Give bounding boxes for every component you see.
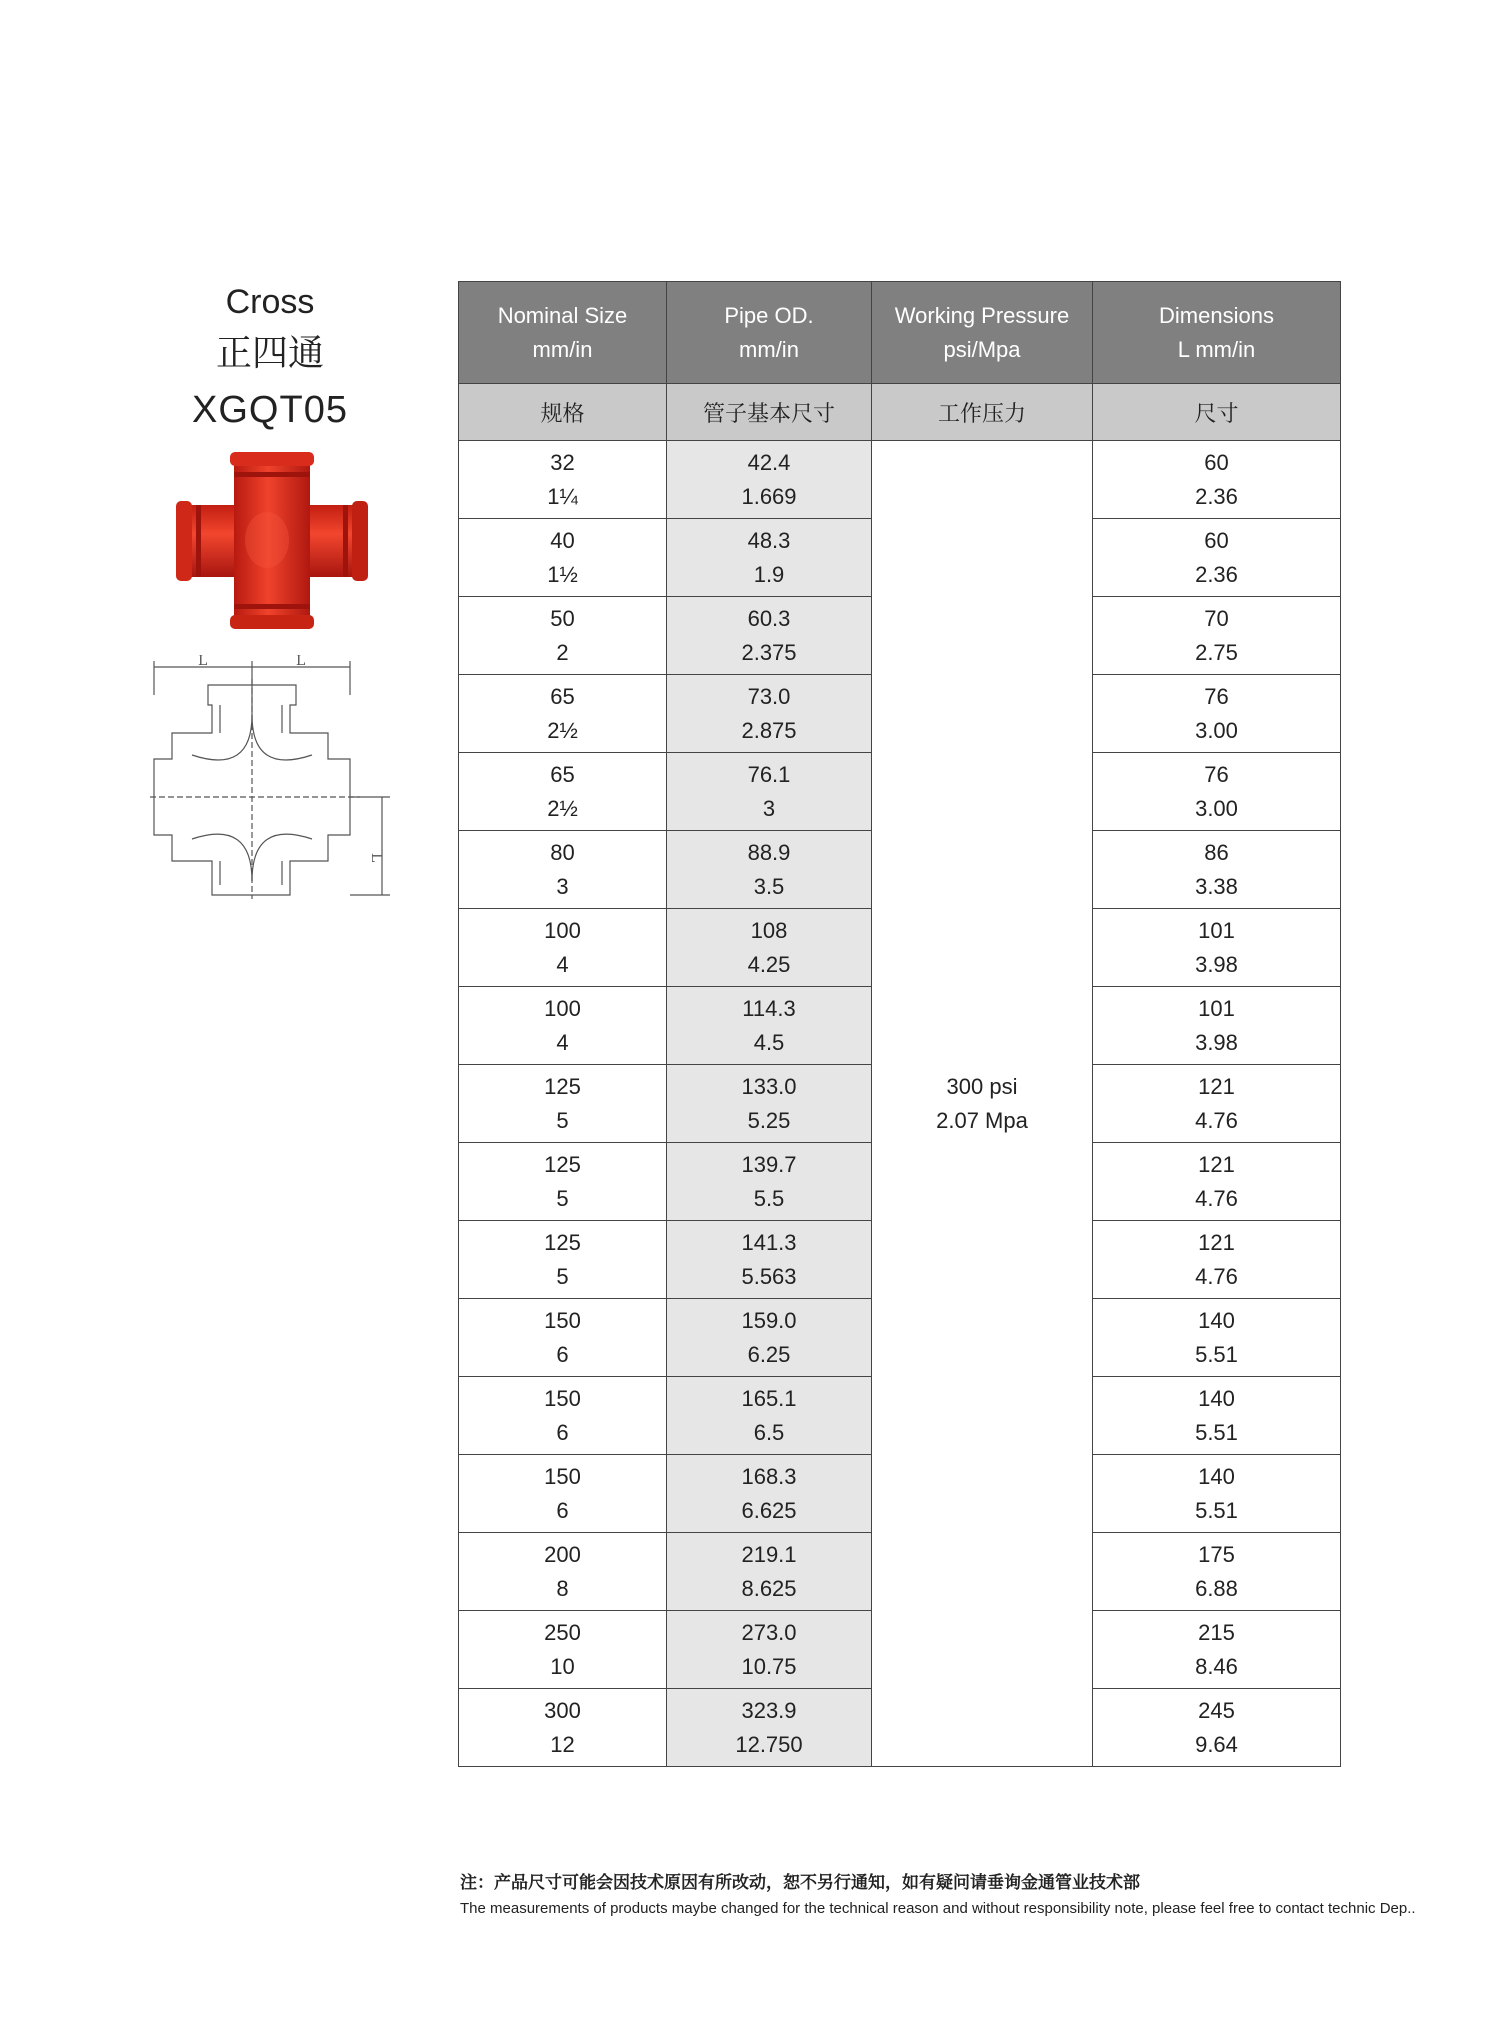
cell-dimension-l: 101 3.98 — [1093, 987, 1341, 1065]
cell-pipe-od: 48.3 1.9 — [667, 519, 872, 597]
header-cn-dimensions: 尺寸 — [1093, 384, 1341, 441]
dimension-label-l-1: L — [198, 655, 208, 669]
table-row — [459, 441, 1341, 519]
table-body — [459, 441, 1341, 1767]
cell-nominal-size: 250 10 — [459, 1611, 667, 1689]
table-header-row — [459, 282, 1341, 384]
header-working-pressure: Working Pressure psi/Mpa — [872, 282, 1093, 384]
cell-dimension-l: 140 5.51 — [1093, 1377, 1341, 1455]
cell-dimension-l: 121 4.76 — [1093, 1221, 1341, 1299]
cell-pipe-od: 159.0 6.25 — [667, 1299, 872, 1377]
cell-working-pressure: 300 psi 2.07 Mpa — [872, 441, 1093, 1767]
dimension-label-l-2: L — [296, 655, 306, 669]
header-dimensions: Dimensions L mm/in — [1093, 282, 1341, 384]
cell-nominal-size: 200 8 — [459, 1533, 667, 1611]
cell-nominal-size: 100 4 — [459, 987, 667, 1065]
cell-dimension-l: 215 8.46 — [1093, 1611, 1341, 1689]
cell-dimension-l: 101 3.98 — [1093, 909, 1341, 987]
note-english: The measurements of products maybe changed for the technical reason and without responsibility note, please feel free to contact technic Dep.. — [460, 1900, 1416, 1917]
header-cn-od: 管子基本尺寸 — [667, 384, 872, 441]
cell-pipe-od: 73.0 2.875 — [667, 675, 872, 753]
cell-pipe-od: 114.3 4.5 — [667, 987, 872, 1065]
cell-nominal-size: 32 1¼ — [459, 441, 667, 519]
cell-pipe-od: 42.4 1.669 — [667, 441, 872, 519]
cell-pipe-od: 60.3 2.375 — [667, 597, 872, 675]
cell-dimension-l: 60 2.36 — [1093, 441, 1341, 519]
cell-pipe-od: 219.1 8.625 — [667, 1533, 872, 1611]
cell-dimension-l: 140 5.51 — [1093, 1455, 1341, 1533]
header-cn-pressure: 工作压力 — [872, 384, 1093, 441]
cell-dimension-l: 175 6.88 — [1093, 1533, 1341, 1611]
cell-dimension-l: 70 2.75 — [1093, 597, 1341, 675]
cell-nominal-size: 300 12 — [459, 1689, 667, 1767]
cell-nominal-size: 150 6 — [459, 1299, 667, 1377]
cell-pipe-od: 273.0 10.75 — [667, 1611, 872, 1689]
cell-nominal-size: 100 4 — [459, 909, 667, 987]
cell-dimension-l: 140 5.51 — [1093, 1299, 1341, 1377]
cell-nominal-size: 80 3 — [459, 831, 667, 909]
cell-nominal-size: 125 5 — [459, 1221, 667, 1299]
cell-dimension-l: 121 4.76 — [1093, 1065, 1341, 1143]
cross-technical-drawing — [150, 655, 395, 900]
cell-nominal-size: 150 6 — [459, 1455, 667, 1533]
header-pipe-od: Pipe OD. mm/in — [667, 282, 872, 384]
cell-pipe-od: 133.0 5.25 — [667, 1065, 872, 1143]
cell-pipe-od: 323.9 12.750 — [667, 1689, 872, 1767]
header-nominal-size: Nominal Size mm/in — [459, 282, 667, 384]
cell-dimension-l: 121 4.76 — [1093, 1143, 1341, 1221]
cell-nominal-size: 65 2½ — [459, 675, 667, 753]
cell-nominal-size: 125 5 — [459, 1065, 667, 1143]
cell-dimension-l: 76 3.00 — [1093, 753, 1341, 831]
cell-pipe-od: 76.1 3 — [667, 753, 872, 831]
cell-nominal-size: 40 1½ — [459, 519, 667, 597]
cell-dimension-l: 245 9.64 — [1093, 1689, 1341, 1767]
header-cn-size: 规格 — [459, 384, 667, 441]
table-header-cn-row — [459, 384, 1341, 441]
dimension-label-l-3: L — [368, 853, 384, 863]
cell-pipe-od: 108 4.25 — [667, 909, 872, 987]
cell-pipe-od: 165.1 6.5 — [667, 1377, 872, 1455]
product-name-cn: 正四通 — [215, 333, 324, 374]
cell-pipe-od: 168.3 6.625 — [667, 1455, 872, 1533]
cell-pipe-od: 139.7 5.5 — [667, 1143, 872, 1221]
cell-nominal-size: 150 6 — [459, 1377, 667, 1455]
cell-dimension-l: 86 3.38 — [1093, 831, 1341, 909]
cell-dimension-l: 60 2.36 — [1093, 519, 1341, 597]
cell-dimension-l: 76 3.00 — [1093, 675, 1341, 753]
cell-nominal-size: 50 2 — [459, 597, 667, 675]
cell-pipe-od: 88.9 3.5 — [667, 831, 872, 909]
cell-pipe-od: 141.3 5.563 — [667, 1221, 872, 1299]
cell-nominal-size: 125 5 — [459, 1143, 667, 1221]
product-model: XGQT05 — [192, 389, 348, 431]
note-chinese: 注：产品尺寸可能会因技术原因有所改动，恕不另行通知，如有疑问请垂询金通管业技术部 — [460, 1873, 1140, 1893]
cell-nominal-size: 65 2½ — [459, 753, 667, 831]
product-title-block — [150, 278, 390, 438]
cross-fitting-photo — [172, 450, 372, 630]
product-name-en: Cross — [225, 283, 315, 321]
specification-table — [458, 281, 1341, 1767]
